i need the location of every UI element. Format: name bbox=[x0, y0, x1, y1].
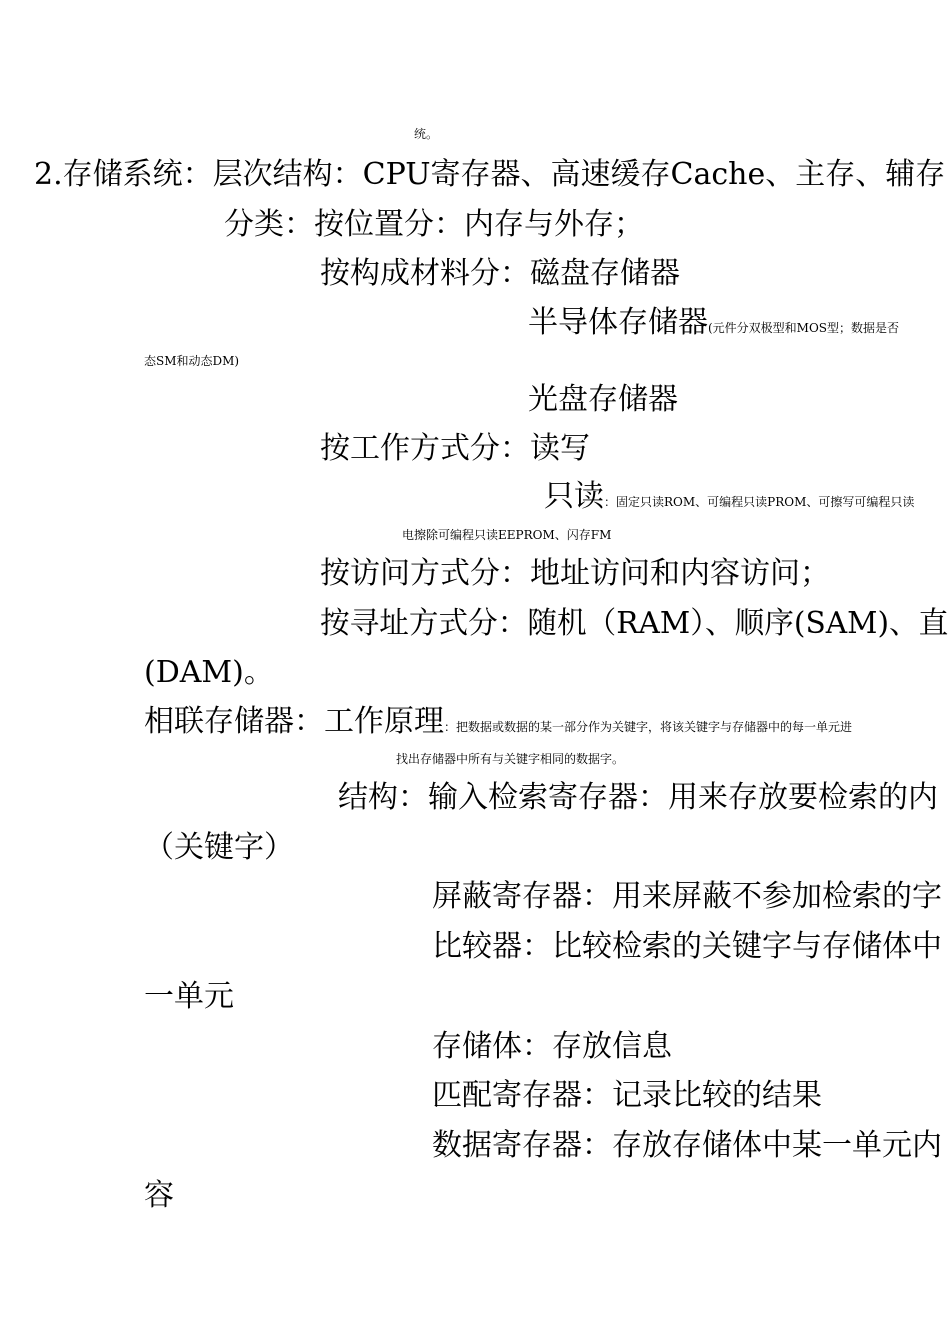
semiconductor-memory-line bbox=[528, 305, 900, 340]
read-only-note-continuation: 电擦除可编程只读EEPROM、闪存FM bbox=[402, 528, 612, 542]
associative-memory-note: ：把数据或数据的某一部分作为关键字，将该关键字与存储器中的每一单元进 bbox=[444, 720, 853, 734]
read-only-label: 只读 bbox=[544, 479, 604, 514]
associative-note-continuation: 找出存储器中所有与关键字相同的数据字。 bbox=[396, 752, 625, 766]
mask-register: 屏蔽寄存器：用来屏蔽不参加检索的字 bbox=[432, 879, 942, 914]
classification-by-addressing: 按寻址方式分：随机（RAM）、顺序(SAM)、直 bbox=[320, 606, 949, 641]
semiconductor-memory-label: 半导体存储器 bbox=[528, 305, 708, 340]
classification-by-location: 分类：按位置分：内存与外存； bbox=[224, 207, 644, 242]
structure-input-register: 结构：输入检索寄存器：用来存放要检索的内 bbox=[338, 780, 938, 815]
semiconductor-note-continuation: 态SM和动态DM) bbox=[144, 354, 240, 368]
addressing-continuation: (DAM)。 bbox=[144, 655, 274, 690]
text-line-continuation: 统。 bbox=[414, 127, 439, 141]
section-storage-system: 2.存储系统：层次结构：CPU寄存器、高速缓存Cache、主存、辅存 bbox=[34, 157, 946, 192]
input-register-continuation: （关键字） bbox=[144, 830, 294, 865]
comparator-continuation: 一单元 bbox=[144, 979, 234, 1014]
comparator: 比较器：比较检索的关键字与存储体中 bbox=[432, 929, 942, 964]
associative-memory-line bbox=[144, 704, 853, 739]
match-register: 匹配寄存器：记录比较的结果 bbox=[432, 1078, 822, 1113]
classification-by-operation: 按工作方式分：读写 bbox=[320, 431, 590, 466]
classification-by-access: 按访问方式分：地址访问和内容访问； bbox=[320, 556, 830, 591]
read-only-line bbox=[544, 479, 915, 514]
optical-disk-memory: 光盘存储器 bbox=[528, 382, 678, 417]
storage-body: 存储体：存放信息 bbox=[432, 1029, 672, 1064]
associative-memory-label: 相联存储器：工作原理 bbox=[144, 704, 444, 739]
data-register: 数据寄存器：存放存储体中某一单元内 bbox=[432, 1128, 942, 1163]
semiconductor-memory-note: (元件分双极型和MOS型；数据是否 bbox=[708, 321, 900, 335]
data-register-continuation: 容 bbox=[144, 1178, 174, 1213]
classification-by-material: 按构成材料分：磁盘存储器 bbox=[320, 256, 680, 291]
read-only-note: ：固定只读ROM、可编程只读PROM、可擦写可编程只读 bbox=[604, 495, 915, 509]
